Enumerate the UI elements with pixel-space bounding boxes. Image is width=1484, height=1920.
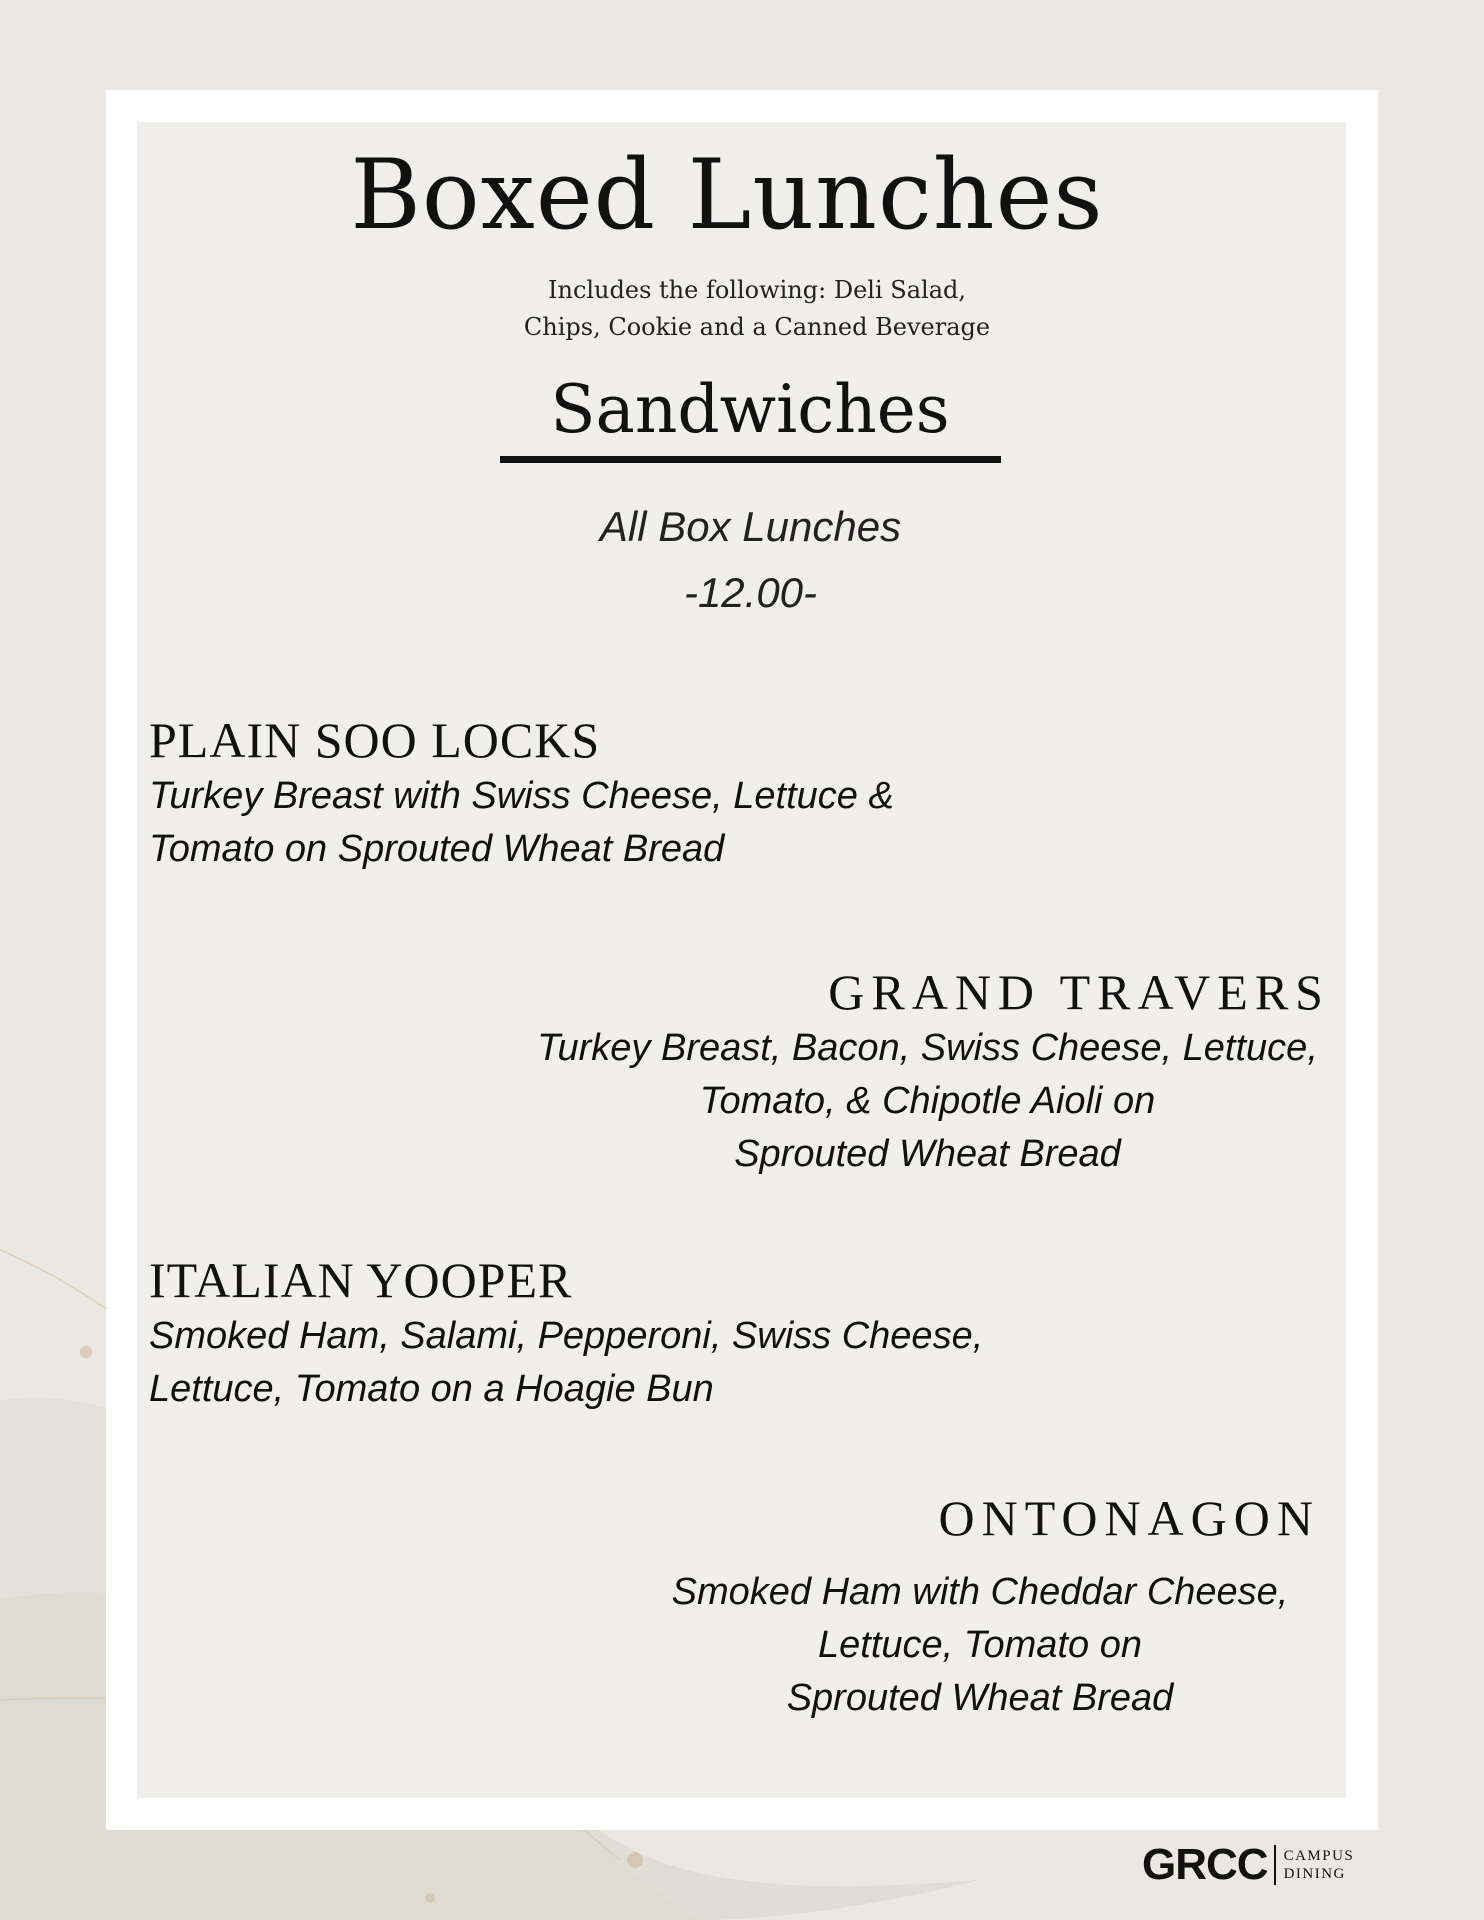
- grcc-campus-dining-logo: [1142, 1840, 1354, 1890]
- menu-item-description-line: Tomato, & Chipotle Aioli on: [699, 1080, 1156, 1122]
- menu-item: [640, 1488, 1320, 1725]
- menu-item-name: ITALIAN YOOPER: [149, 1252, 573, 1308]
- section-title: Sandwiches: [550, 371, 950, 448]
- menu-item-description-line: Sprouted Wheat Bread: [786, 1677, 1174, 1719]
- menu-item-description-line: Tomato on Sprouted Wheat Bread: [149, 828, 725, 870]
- menu-item-description-line: Smoked Ham, Salami, Pepperoni, Swiss Cheese,: [149, 1315, 984, 1357]
- menu-item: [520, 962, 1330, 1181]
- menu-item-description-line: Turkey Breast with Swiss Cheese, Lettuce &: [149, 775, 894, 817]
- price-block: [500, 494, 1001, 626]
- price-value: -12.00-: [683, 569, 818, 616]
- menu-item-description: [535, 1022, 1320, 1181]
- logo-text-line: DINING: [1283, 1866, 1346, 1882]
- includes-note: [520, 272, 994, 346]
- menu-item-description-line: Sprouted Wheat Bread: [734, 1133, 1121, 1175]
- logo-text: [1284, 1847, 1355, 1883]
- menu-item-description: [149, 770, 949, 876]
- logo-text-line: CAMPUS: [1283, 1848, 1355, 1864]
- menu-item-name: GRAND TRAVERS: [828, 964, 1330, 1020]
- price-label: All Box Lunches: [599, 503, 902, 550]
- menu-item-description-line: Smoked Ham with Cheddar Cheese,: [671, 1571, 1289, 1613]
- includes-note-line: Chips, Cookie and a Canned Beverage: [523, 313, 991, 341]
- logo-mark: GRCC: [1142, 1840, 1268, 1889]
- menu-item-name: PLAIN SOO LOCKS: [149, 712, 601, 768]
- menu-item: [149, 710, 949, 876]
- menu-item-description-line: Lettuce, Tomato on: [818, 1624, 1142, 1666]
- page-title: Boxed Lunches: [350, 139, 1104, 251]
- menu-item-description: [149, 1310, 1049, 1416]
- menu-item-description-line: Turkey Breast, Bacon, Swiss Cheese, Lettuce,: [537, 1027, 1318, 1069]
- menu-item-description-line: Lettuce, Tomato on a Hoagie Bun: [149, 1368, 714, 1410]
- section-divider: [500, 456, 1001, 463]
- logo-divider: [1274, 1845, 1276, 1885]
- menu-item-name: ONTONAGON: [938, 1490, 1320, 1546]
- menu-item: [149, 1250, 1049, 1416]
- includes-note-line: Includes the following: Deli Salad,: [548, 276, 966, 304]
- menu-item-description: [640, 1566, 1320, 1725]
